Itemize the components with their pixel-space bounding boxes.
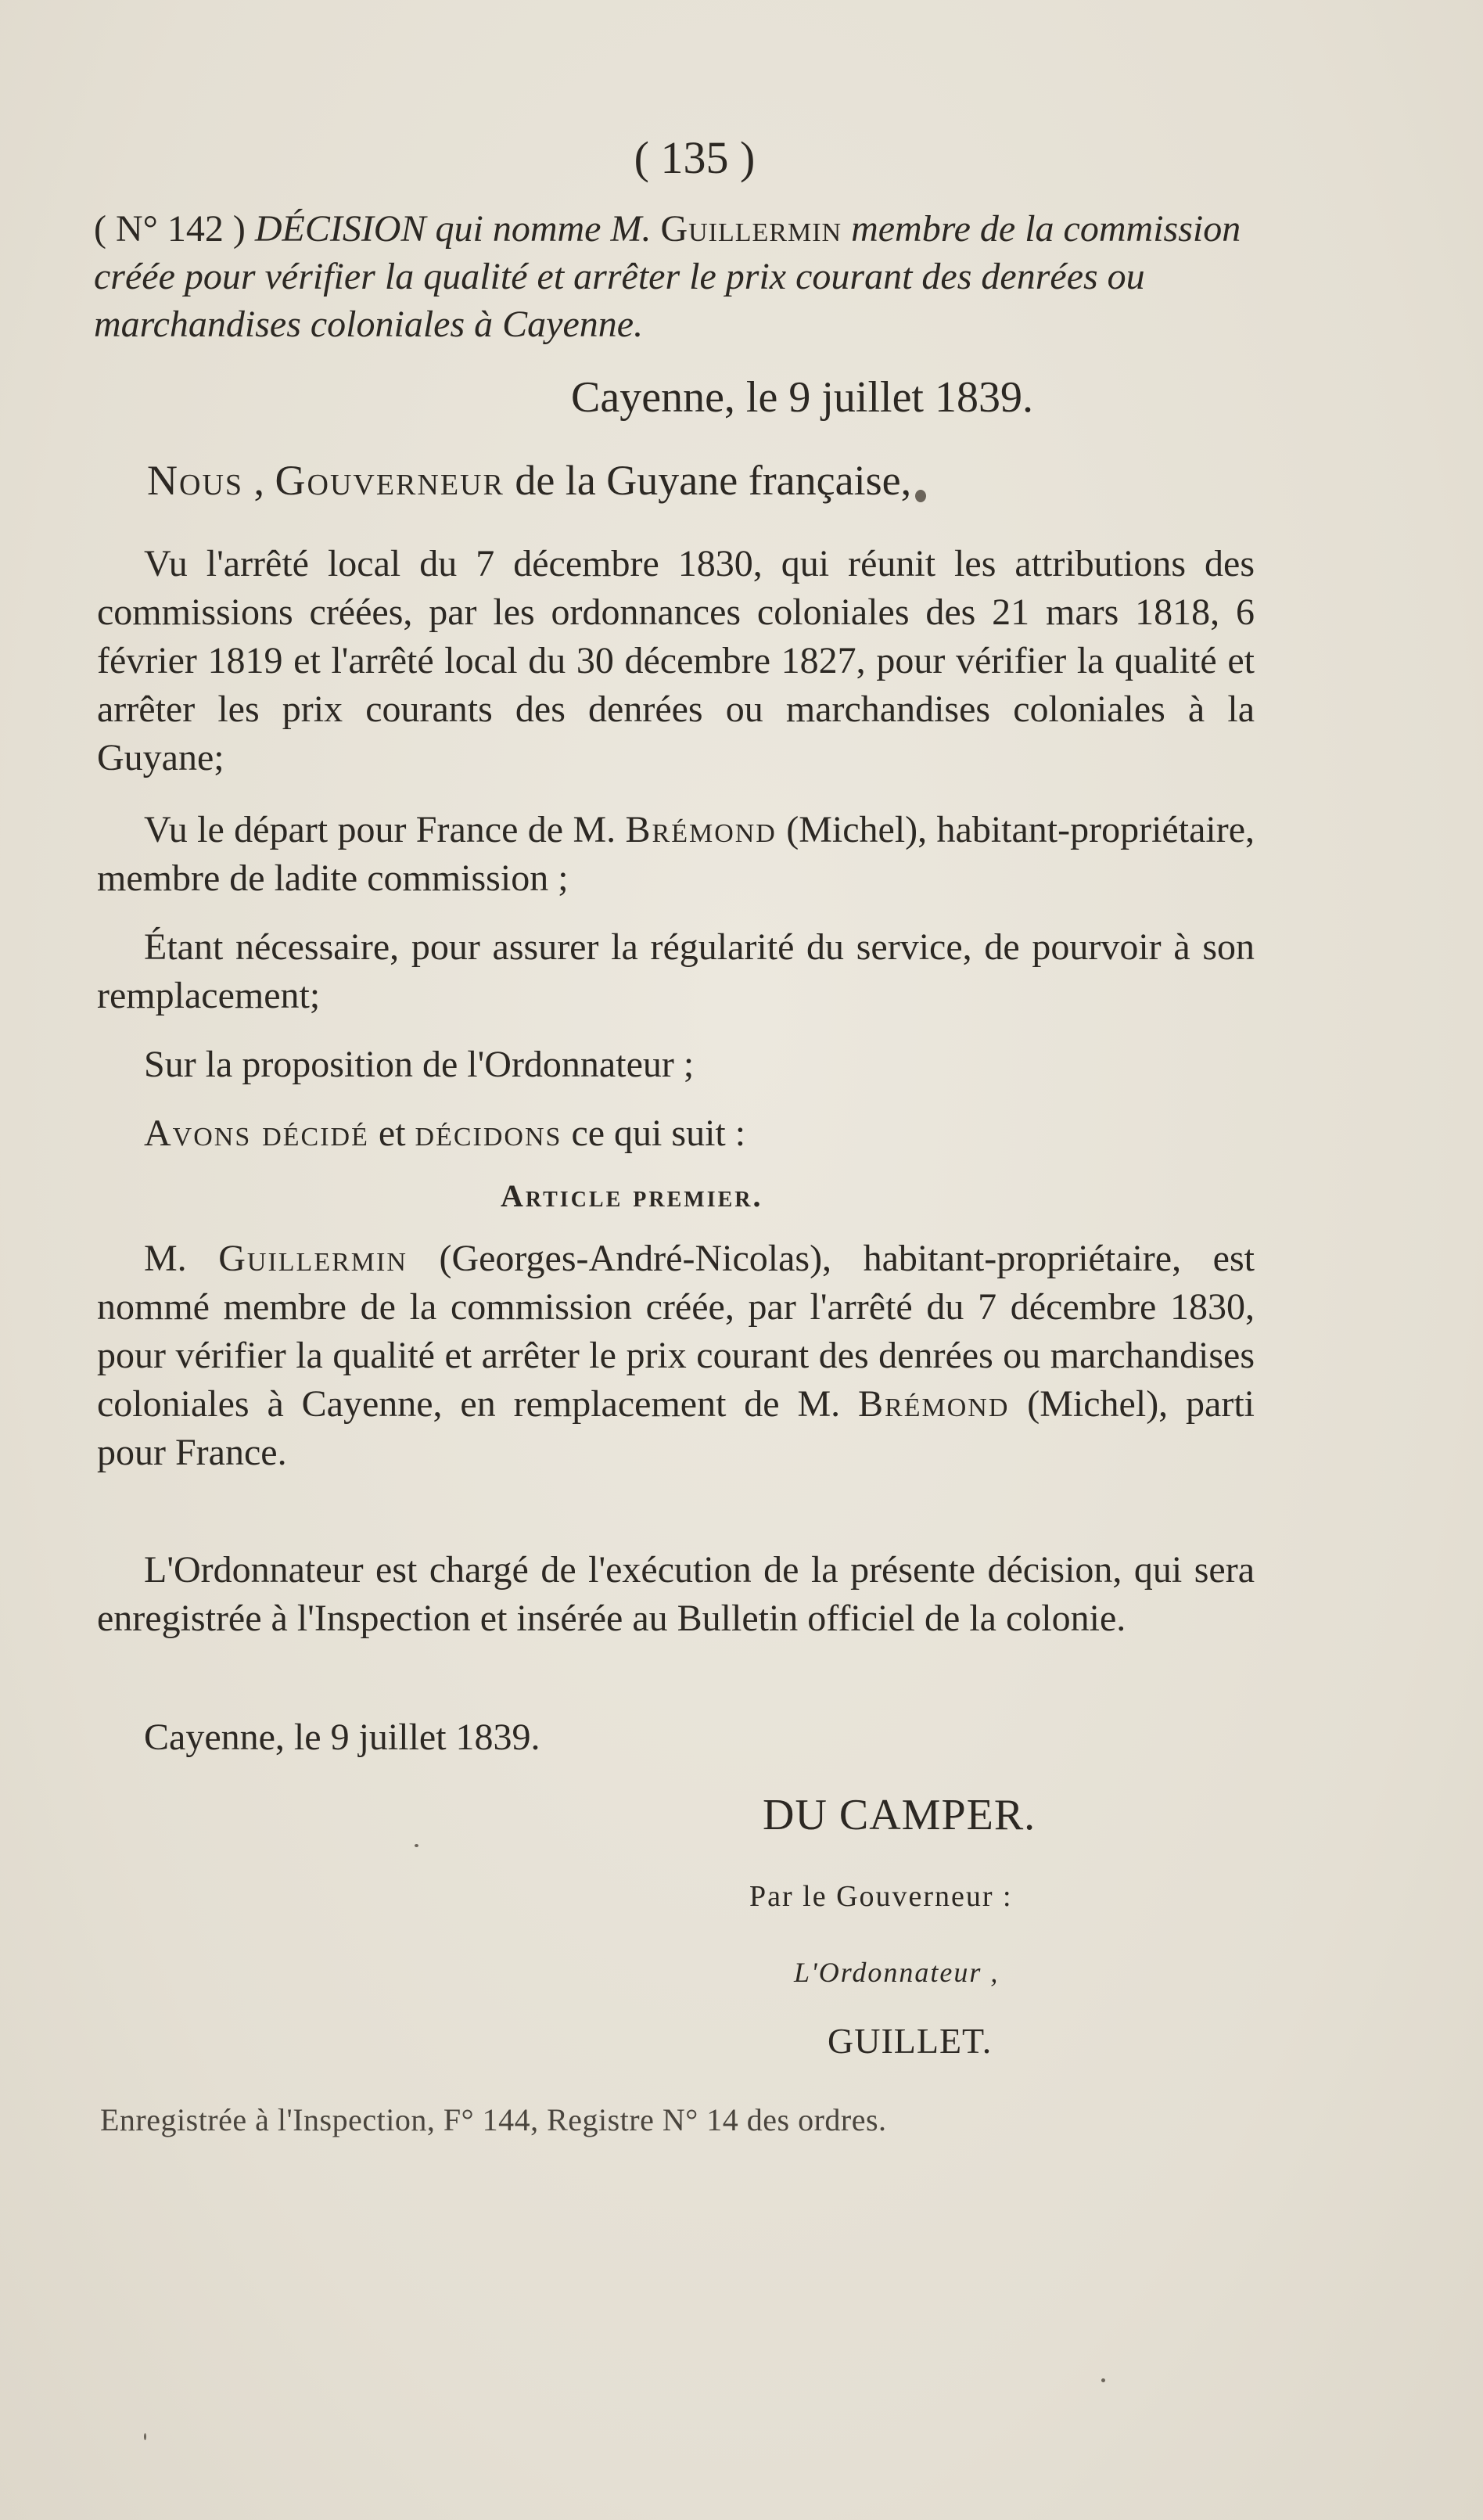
decision-word: DÉCISION [254, 208, 426, 250]
nous-line [147, 456, 911, 505]
paragraph-vu-depart [97, 806, 1255, 903]
article-name1: Guillermin [218, 1238, 408, 1279]
decision-number: ( N° 142 ) [94, 208, 255, 250]
countersignature: GUILLET. [828, 2021, 993, 2061]
signature: DU CAMPER. [763, 1791, 1036, 1839]
paragraph-vu-arrete: Vu l'arrêté local du 7 décembre 1830, qui réunit les attributions des commissions créées, par les ordonnances coloniales des 21 mars 1818, 6 février 1819 et l'arrêté local du 30 décembre 1827, pour vérifier la qualité et arrêter les prix courants des denrées ou marchandises coloniales à la Guyane; [97, 543, 1255, 778]
depart-after: (Michel), habitant-propriétaire, membre de ladite commission ; [97, 809, 1255, 899]
article-title: Article premier. [501, 1178, 763, 1213]
depart-name: Brémond [625, 809, 777, 850]
suit-words: ce qui suit : [562, 1113, 746, 1154]
page-number: ( 135 ) [634, 132, 756, 183]
nous-word: Nous [147, 457, 244, 504]
article-text [97, 1235, 1255, 1477]
ink-speck [415, 1844, 418, 1847]
article-after: (Michel), parti pour France. [97, 1383, 1255, 1473]
article-name2: Brémond [858, 1383, 1010, 1425]
decision-heading [94, 205, 1267, 348]
article-mid: (Georges-André-Nicolas), habitant-propriétaire, est nommé membre de la commission créée, par l'arrêté du 7 décembre 1830, pour vérifier la qualité et arrêter le prix courant des denrées ou marchandises coloniales à Cayenne, en remplacement de M. [97, 1238, 1255, 1425]
ink-speck [144, 2433, 146, 2440]
execution-paragraph: L'Ordonnateur est chargé de l'exécution de la présente décision, qui sera enregistrée à l'Inspection et insérée au Bulletin officiel de la colonie. [97, 1549, 1255, 1639]
dateline: Cayenne, le 9 juillet 1839. [571, 373, 1033, 422]
heading-name: Guillermin [660, 208, 842, 250]
registration-note: Enregistrée à l'Inspection, F° 144, Registre N° 14 des ordres. [100, 2102, 887, 2137]
paragraph-avons [97, 1109, 1255, 1158]
avons-word: Avons [144, 1113, 263, 1154]
nous-rest: de la Guyane française, [504, 457, 912, 504]
ink-speck [915, 490, 926, 502]
decide-word: décidé [262, 1113, 369, 1154]
gouverneur-word: Gouverneur [275, 457, 505, 504]
depart-before: Vu le départ pour France de M. [144, 809, 626, 850]
closing-date: Cayenne, le 9 juillet 1839. [144, 1717, 540, 1758]
paragraph-etant: Étant nécessaire, pour assurer la régularité du service, de pourvoir à son remplacement; [97, 926, 1255, 1016]
heading-part1: qui nomme M. [426, 208, 661, 250]
decidons-word: décidons [415, 1113, 562, 1154]
heading-part2: membre de la commission créée pour vérifier la qualité et arrêter le prix courant des denrées ou marchandises coloniales à Cayenne. [94, 208, 1241, 345]
ink-speck [1101, 2378, 1105, 2382]
ordonnateur-label: L'Ordonnateur , [794, 1957, 1000, 1988]
paragraph-proposition: Sur la proposition de l'Ordonnateur ; [144, 1044, 695, 1085]
et-word: et [368, 1113, 415, 1154]
article-before: M. [144, 1238, 219, 1279]
par-le-gouverneur: Par le Gouverneur : [749, 1880, 1013, 1913]
nous-sep: , [243, 457, 275, 504]
